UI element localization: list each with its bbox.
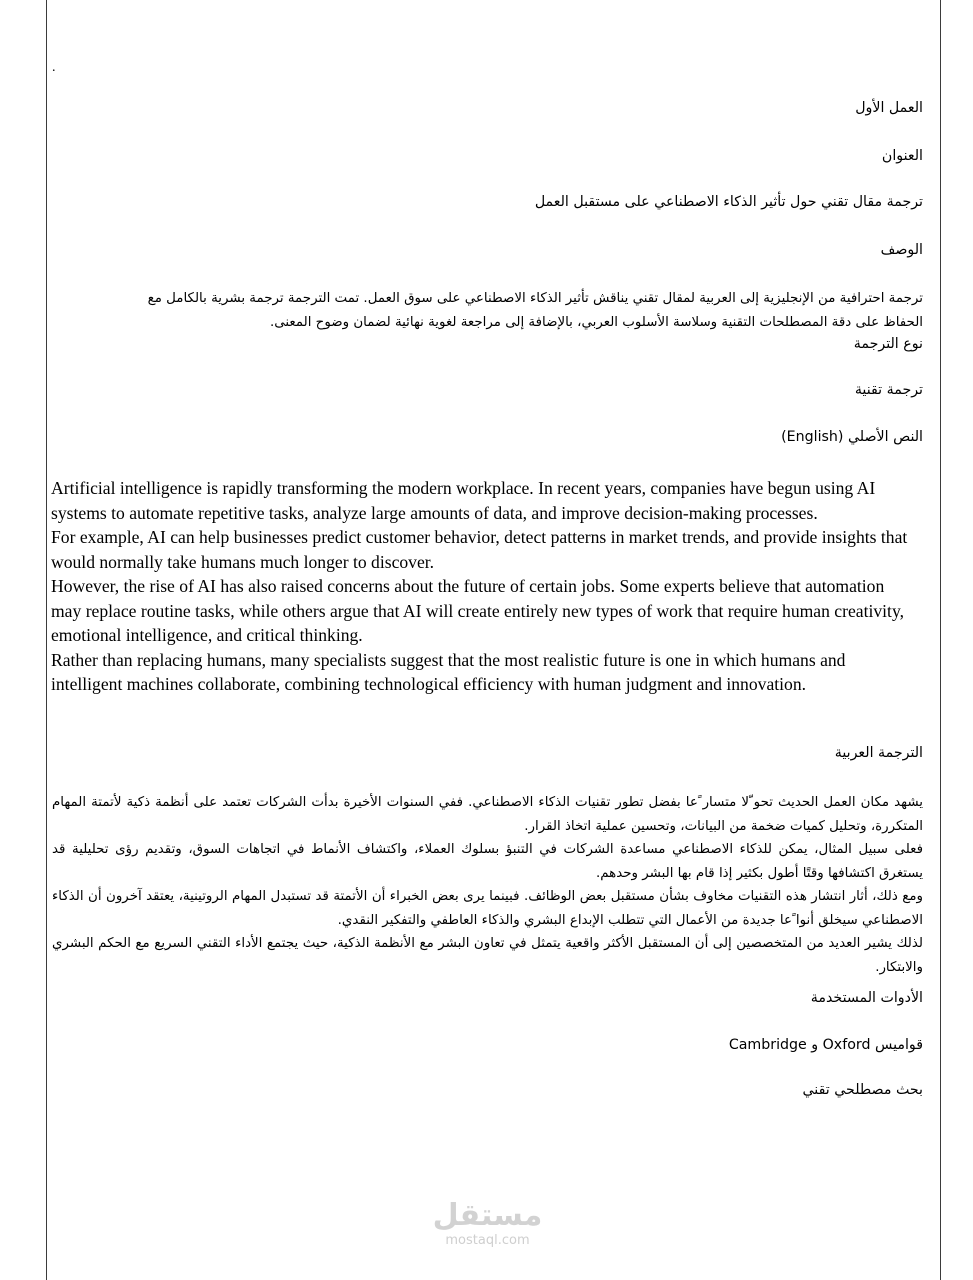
arabic-translation-text [52, 791, 923, 979]
stray-mark: . [52, 60, 56, 75]
description-line: الحفاظ على دقة المصطلحات التقنية وسلاسة الأسلوب العربي، بالإضافة إلى مراجعة لغوية نهائية لضمان وضوح المعنى. [269, 315, 923, 330]
description-text [52, 287, 923, 335]
description-line: ترجمة احترافية من الإنجليزية إلى العربية لمقال تقني يناقش تأثير الذكاء الاصطناعي على سوق العمل. تمت الترجمة ترجمة بشرية بالكامل مع [147, 291, 923, 306]
arabic-paragraph: يشهد مكان العمل الحديث تحو ّلا متسار ًعا بفضل تطور تقنيات الذكاء الاصطناعي. ففي السنوات الأخيرة بدأت الشركات تعتمد على أنظمة ذكية لأتمتة المهام المتكررة، وتحليل كميات ضخمة من البيانات، وتحسين عملية اتخاذ القرار. [52, 795, 923, 834]
english-paragraph: For example, AI can help businesses predict customer behavior, detect patterns in market trends, and provide insights that would normally take humans much longer to discover. [51, 527, 908, 572]
title-value: ترجمة مقال تقني حول تأثير الذكاء الاصطناعي على مستقبل العمل [534, 194, 923, 210]
tools-label: الأدوات المستخدمة [810, 990, 923, 1006]
english-paragraph: Rather than replacing humans, many specialists suggest that the most realistic future is one in which humans and intelligent machines collaborate, combining technological efficiency with human judgment and innovation. [51, 649, 846, 694]
arabic-translation-label: الترجمة العربية [834, 745, 923, 761]
work-heading: العمل الأول [855, 100, 923, 116]
watermark-brand-ar: مستقل [432, 1198, 543, 1233]
title-label: العنوان [881, 148, 923, 164]
original-text-label: النص الأصلي (English) [781, 429, 923, 445]
tools-dictionaries: قواميس Oxford و Cambridge [728, 1037, 923, 1053]
mostaql-watermark [425, 1198, 550, 1248]
description-label: الوصف [880, 242, 923, 258]
translation-type-value: ترجمة تقنية [854, 382, 923, 398]
tools-research: بحث مصطلحي تقني [802, 1082, 923, 1098]
english-paragraph: However, the rise of AI has also raised concerns about the future of certain jobs. Some experts believe that automation may replace routine tasks, while others argue that AI will create entirely new types of work that require human creativity, emotional intelligence, and critical thinking. [51, 576, 904, 645]
english-paragraph: Artificial intelligence is rapidly transforming the modern workplace. In recent years, companies have begun using AI systems to automate repetitive tasks, analyze large amounts of data, and improve decision-making processes. [51, 478, 876, 523]
arabic-paragraph: فعلى سبيل المثال، يمكن للذكاء الاصطناعي مساعدة الشركات في التنبؤ بسلوك العملاء، واكتشاف الأنماط في اتجاهات السوق، وتقديم رؤى تحليلية قد يستغرق اكتشافها وقتًا أطول بكثير إذا قام بها البشر وحدهم. [52, 842, 923, 881]
arabic-paragraph: ومع ذلك، أثار انتشار هذه التقنيات مخاوف بشأن مستقبل بعض الوظائف. فبينما يرى بعض الخبراء أن الأتمتة قد تستبدل المهام الروتينية، يعتقد آخرون أن الذكاء الاصطناعي سيخلق أنوا ًعا جديدة من الأعمال التي تتطلب الإبداع البشري والذكاء العاطفي والتفكير النقدي. [52, 889, 923, 928]
english-original-text [51, 476, 911, 697]
arabic-paragraph: لذلك يشير العديد من المتخصصين إلى أن المستقبل الأكثر واقعية يتمثل في تعاون البشر مع الأنظمة الذكية، حيث يجتمع الأداء التقني السريع مع الحكم البشري والابتكار. [52, 936, 923, 975]
translation-type-label: نوع الترجمة [853, 336, 923, 352]
watermark-brand-domain: mostaql.com [445, 1233, 530, 1248]
